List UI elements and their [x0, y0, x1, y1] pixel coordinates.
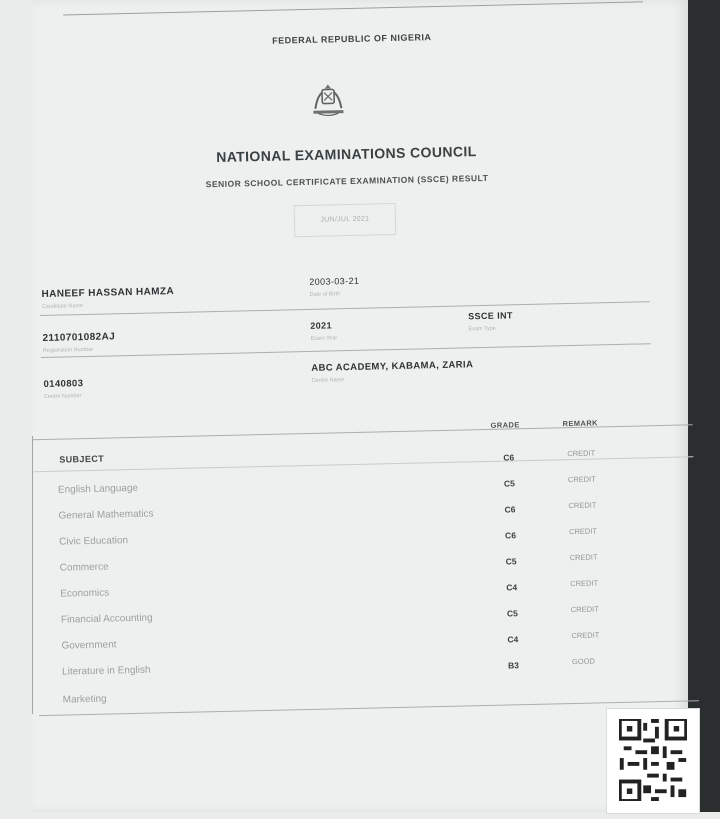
exam-year-label: Exam Year — [310, 335, 338, 342]
centre-number-label: Centre Number — [43, 393, 82, 400]
grade-value: B3 — [507, 660, 520, 671]
subject-name: Marketing — [62, 693, 107, 706]
subject-name: Financial Accounting — [60, 612, 153, 626]
grade-value: C4 — [506, 582, 518, 593]
subject-name: English Language — [57, 482, 139, 496]
exam-series-box: JUN/JUL 2021 — [294, 203, 397, 237]
grade-value: C5 — [506, 608, 518, 619]
remark-value: GOOD — [571, 656, 596, 667]
remark-value: CREDIT — [567, 474, 596, 485]
qr-code-pattern — [619, 719, 687, 801]
exam-title: SENIOR SCHOOL CERTIFICATE EXAMINATION (SSCE) RESULT — [205, 172, 489, 190]
candidate-name-label: Candidate Name — [41, 303, 84, 311]
table-left-border — [32, 436, 33, 714]
registration-number: 2110701082AJ — [42, 331, 116, 345]
divider — [41, 343, 651, 358]
grade-value: C6 — [503, 452, 515, 463]
subject-name: Civic Education — [59, 535, 129, 548]
subject-name: Commerce — [59, 561, 109, 574]
subject-name: Literature in English — [61, 664, 151, 678]
subject-header: SUBJECT — [59, 453, 105, 465]
sheet-content — [23, 0, 697, 819]
grade-value: C5 — [505, 556, 517, 567]
date-of-birth: 2003-03-21 — [309, 275, 360, 287]
centre-number: 0140803 — [43, 378, 84, 390]
candidate-name: HANEEF HASSAN HAMZA — [41, 286, 175, 301]
exam-type-label: Exam Type — [468, 325, 496, 333]
council-title: NATIONAL EXAMINATIONS COUNCIL — [216, 143, 477, 166]
result-sheet — [32, 0, 688, 812]
top-border — [63, 1, 643, 15]
remark-value: CREDIT — [570, 604, 599, 615]
table-bottom-border — [39, 700, 699, 716]
remark-value: CREDIT — [571, 630, 600, 641]
remark-value: CREDIT — [568, 526, 598, 537]
grade-value: C4 — [507, 634, 519, 645]
divider — [40, 301, 650, 316]
remark-value: CREDIT — [569, 552, 598, 563]
exam-year: 2021 — [310, 320, 333, 331]
coat-of-arms-icon — [311, 82, 346, 119]
exam-type: SSCE INT — [468, 310, 513, 322]
qr-code-icon — [606, 708, 700, 814]
date-of-birth-label: Date of Birth — [309, 291, 341, 298]
grade-value: C6 — [504, 504, 516, 515]
subject-name: General Mathematics — [58, 508, 154, 522]
grade-value: C5 — [503, 478, 515, 489]
remark-value: CREDIT — [567, 448, 596, 459]
remark-value: CREDIT — [568, 500, 597, 511]
centre-name: ABC ACADEMY, KABAMA, ZARIA — [311, 359, 474, 374]
registration-number-label: Registration Number — [42, 346, 94, 355]
centre-name-label: Centre Name — [311, 377, 345, 384]
republic-title: FEDERAL REPUBLIC OF NIGERIA — [272, 32, 432, 46]
remark-value: CREDIT — [570, 578, 599, 589]
grade-value: C6 — [505, 530, 517, 541]
subject-name: Economics — [60, 587, 110, 600]
subject-name: Government — [61, 639, 117, 652]
remark-header: REMARK — [562, 418, 599, 429]
grade-header: GRADE — [490, 420, 520, 430]
